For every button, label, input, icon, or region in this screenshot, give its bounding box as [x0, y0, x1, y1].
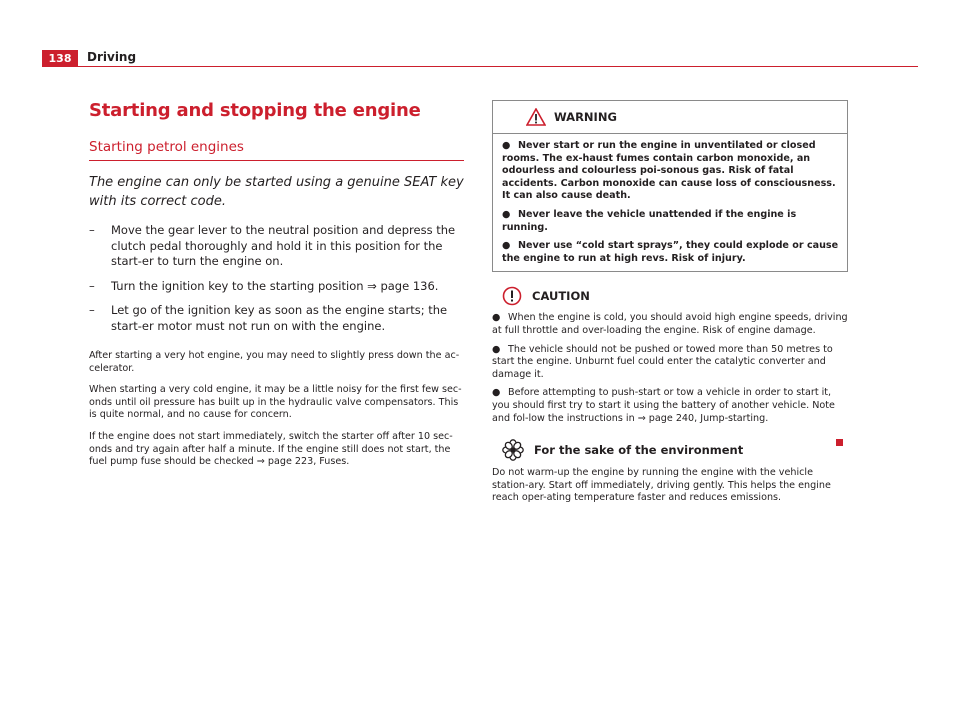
caution-item: [492, 344, 848, 382]
section-subtitle: Starting petrol engines: [89, 139, 464, 161]
caution-item: [492, 387, 848, 425]
paragraph-hot-engine: After starting a very hot engine, you may need to slightly press down the ac-celerator.: [89, 350, 460, 374]
step-text: Turn the ignition key to the starting position ⇒ page 136.: [111, 278, 439, 293]
bullet-marker: ●: [492, 387, 501, 399]
bullet-marker: ●: [502, 240, 511, 252]
caution-exclamation-icon: [502, 286, 522, 306]
bullet-marker: ●: [492, 343, 501, 355]
warning-item-text: Never start or run the engine in unventilated or closed rooms. The ex-haust fumes contain carbon monoxide, an odourless and colourless poi-sonous gas. Risk of fatal accidents. Carbon monoxide can cause loss of consciousness. It can also cause death.: [502, 140, 836, 202]
environment-text: Do not warm-up the engine by running the engine with the vehicle station-ary. Start off immediately, driving gently. This helps the engine reach oper-ating temperature faster and reduces emissions.: [492, 467, 831, 504]
environment-label: For the sake of the environment: [534, 443, 744, 458]
bullet-marker: ●: [492, 312, 501, 324]
warning-box: [492, 100, 848, 272]
paragraph-cold-engine: When starting a very cold engine, it may be a little noisy for the first few sec-onds until oil pressure has built up in the hydraulic valve compensators. This is quite normal, and no cause for concern.: [89, 384, 462, 421]
caution-item: [492, 312, 848, 337]
step-text: Move the gear lever to the neutral position and depress the clutch pedal thoroughly and hold it in this position for the start-er to turn the engine on.: [111, 223, 456, 268]
environment-flower-icon: [502, 439, 524, 461]
dash-marker: –: [89, 303, 95, 317]
warning-item-text: Never leave the vehicle unattended if the engine is running.: [502, 208, 797, 233]
caution-item-text: When the engine is cold, you should avoid high engine speeds, driving at full throttle and over-loading the engine. Risk of engine damage.: [492, 312, 848, 336]
dash-marker: –: [89, 223, 95, 237]
environment-header: [492, 439, 848, 461]
caution-label: CAUTION: [532, 289, 590, 304]
paragraph-no-start: If the engine does not start immediately, switch the starter off after 10 sec-onds and try again after half a minute. If the engine still does not start, the fuel pump fuse should be checked ⇒ page 223, Fuses.: [89, 430, 453, 468]
caution-item-text: The vehicle should not be pushed or towed more than 50 metres to start the engine. Unburnt fuel could enter the catalytic converter and damage it.: [492, 343, 833, 380]
page-title: Starting and stopping the engine: [89, 100, 421, 121]
running-head: Driving: [87, 50, 137, 64]
step-item: [89, 303, 464, 334]
step-item: [89, 223, 464, 270]
page-number: 138: [42, 50, 78, 67]
step-item: [89, 279, 464, 295]
warning-item: [502, 140, 841, 203]
warning-item-text: Never use “cold start sprays”, they could explode or cause the engine to run at high revs. Risk of injury.: [502, 240, 839, 264]
section-end-marker: [836, 439, 843, 446]
warning-item: [502, 240, 841, 265]
bullet-marker: ●: [502, 208, 511, 220]
steps-list: [89, 223, 464, 334]
intro-text: The engine can only be started using a genuine SEAT key with its correct code.: [89, 175, 464, 209]
warning-body: [493, 134, 847, 271]
dash-marker: –: [89, 278, 95, 293]
right-column: [492, 100, 848, 505]
left-column: [89, 100, 464, 469]
header-rule: [42, 66, 918, 67]
bullet-marker: ●: [502, 140, 511, 151]
step-text: Let go of the ignition key as soon as the engine starts; the start-er motor must not run on with the engine.: [111, 303, 448, 333]
caution-item-text: Before attempting to push-start or tow a vehicle in order to start it, you should first try to start it using the battery of another vehicle. Note and fol-low the instructions in ⇒ page 240, Jump-starting.: [492, 387, 835, 424]
warning-header: [493, 101, 847, 134]
warning-item: [502, 209, 841, 234]
caution-header: [492, 286, 848, 306]
warning-label: WARNING: [554, 110, 617, 124]
warning-triangle-icon: [526, 108, 546, 126]
